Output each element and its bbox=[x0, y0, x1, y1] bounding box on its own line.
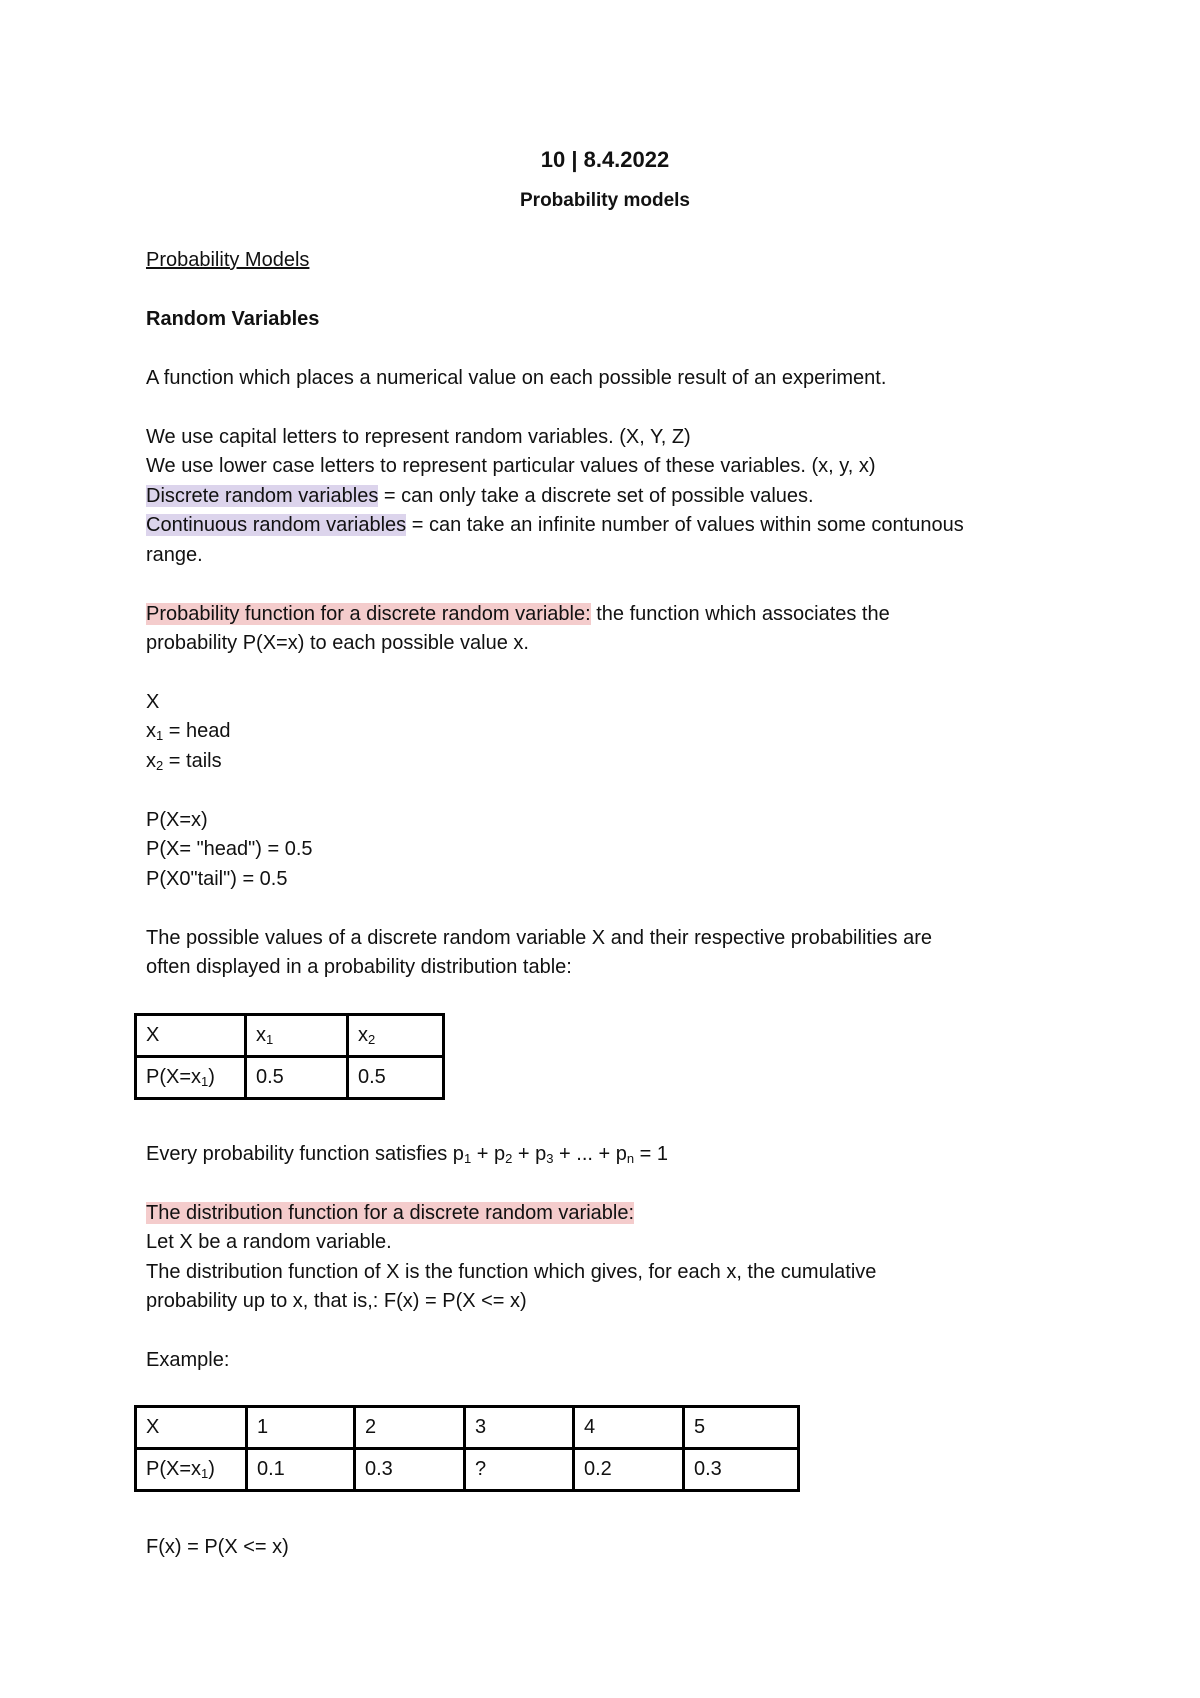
example-label: Example: bbox=[146, 1349, 230, 1371]
continuous-term-highlight: Continuous random variables bbox=[146, 514, 407, 536]
cell-subscript: 1 bbox=[266, 1032, 274, 1047]
table-cell bbox=[348, 1015, 444, 1057]
prob-tail: P(X0"tail") = 0.5 bbox=[146, 868, 288, 890]
sum-text: + p bbox=[512, 1143, 547, 1165]
sum-subscript: 2 bbox=[505, 1151, 513, 1166]
distribution-table-example bbox=[134, 1405, 800, 1492]
prob-generic: P(X=x) bbox=[146, 809, 208, 831]
table-intro-line-2: often displayed in a probability distribution table: bbox=[146, 956, 572, 978]
cell-subscript: 1 bbox=[201, 1466, 209, 1481]
cell-text: x bbox=[358, 1024, 368, 1046]
table-row bbox=[136, 1449, 799, 1491]
outcome-subscript: 1 bbox=[156, 728, 164, 743]
definition-text: A function which places a numerical value on each possible result of an experiment. bbox=[146, 367, 887, 389]
outcome-subscript: 2 bbox=[156, 758, 164, 773]
cell-text: x bbox=[256, 1024, 266, 1046]
table-cell bbox=[246, 1015, 348, 1057]
cell-subscript: 1 bbox=[201, 1074, 209, 1089]
sum-rule bbox=[146, 1142, 668, 1166]
table-cell: 0.2 bbox=[574, 1449, 684, 1491]
continuous-definition-cont: range. bbox=[146, 544, 203, 566]
sum-subscript: 3 bbox=[546, 1151, 554, 1166]
table-cell: 0.1 bbox=[247, 1449, 355, 1491]
prob-head: P(X= "head") = 0.5 bbox=[146, 838, 313, 860]
sum-text: + ... + p bbox=[553, 1143, 627, 1165]
table-cell: 2 bbox=[355, 1407, 465, 1449]
dist-function-heading bbox=[146, 1201, 634, 1225]
table-cell: ? bbox=[465, 1449, 574, 1491]
sum-text: + p bbox=[471, 1143, 506, 1165]
dist-function-line-3: probability up to x, that is,: F(x) = P(X <= x) bbox=[146, 1290, 527, 1312]
outcome-symbol: x bbox=[146, 750, 156, 772]
coin-outcome-2 bbox=[146, 749, 222, 773]
table-cell: 0.5 bbox=[246, 1057, 348, 1099]
prob-function-term-highlight: Probability function for a discrete random variable: bbox=[146, 603, 591, 625]
distribution-table-coin bbox=[134, 1013, 445, 1100]
prob-function-cont: probability P(X=x) to each possible value x. bbox=[146, 632, 529, 654]
table-intro-line-1: The possible values of a discrete random variable X and their respective probabilities are bbox=[146, 927, 932, 949]
table-cell: 0.3 bbox=[355, 1449, 465, 1491]
notation-lower: We use lower case letters to represent particular values of these variables. (x, y, x) bbox=[146, 455, 876, 477]
continuous-definition-rest: = can take an infinite number of values within some contunous bbox=[406, 514, 964, 536]
section-heading: Probability Models bbox=[146, 249, 310, 271]
cell-text: X bbox=[146, 1024, 160, 1046]
table-cell: 0.5 bbox=[348, 1057, 444, 1099]
cell-text: P(X=x bbox=[146, 1066, 202, 1088]
table-cell: 4 bbox=[574, 1407, 684, 1449]
table-cell bbox=[136, 1449, 247, 1491]
outcome-symbol: x bbox=[146, 720, 156, 742]
final-formula: F(x) = P(X <= x) bbox=[146, 1536, 289, 1558]
outcome-value: = tails bbox=[163, 750, 222, 772]
page-subtitle: Probability models bbox=[520, 190, 690, 211]
table-cell: 5 bbox=[684, 1407, 799, 1449]
table-cell: 3 bbox=[465, 1407, 574, 1449]
coin-variable: X bbox=[146, 691, 160, 713]
discrete-definition-rest: = can only take a discrete set of possible values. bbox=[378, 485, 814, 507]
outcome-value: = head bbox=[163, 720, 231, 742]
table-cell bbox=[136, 1057, 246, 1099]
cell-subscript: 2 bbox=[368, 1032, 376, 1047]
cell-text: P(X=x bbox=[146, 1458, 202, 1480]
table-cell: X bbox=[136, 1407, 247, 1449]
sum-subscript: 1 bbox=[463, 1151, 472, 1166]
dist-function-line-1: Let X be a random variable. bbox=[146, 1231, 392, 1253]
table-row bbox=[136, 1015, 444, 1057]
discrete-definition bbox=[146, 484, 814, 508]
dist-function-line-2: The distribution function of X is the function which gives, for each x, the cumulative bbox=[146, 1261, 877, 1283]
table-cell bbox=[136, 1015, 246, 1057]
cell-text: ) bbox=[208, 1066, 215, 1088]
page-title: 10 | 8.4.2022 bbox=[540, 147, 670, 172]
coin-outcome-1 bbox=[146, 719, 231, 743]
topic-heading: Random Variables bbox=[146, 308, 320, 330]
discrete-term-highlight: Discrete random variables bbox=[146, 485, 379, 507]
prob-function-definition bbox=[146, 602, 890, 626]
dist-function-term-highlight: The distribution function for a discrete random variable: bbox=[146, 1202, 635, 1224]
table-cell: 1 bbox=[247, 1407, 355, 1449]
table-row bbox=[136, 1057, 444, 1099]
sum-subscript: n bbox=[626, 1151, 635, 1166]
table-cell: 0.3 bbox=[684, 1449, 799, 1491]
cell-text: ) bbox=[208, 1458, 215, 1480]
continuous-definition bbox=[146, 513, 964, 537]
notation-capital: We use capital letters to represent random variables. (X, Y, Z) bbox=[146, 426, 691, 448]
prob-function-rest: the function which associates the bbox=[590, 603, 890, 625]
sum-text: Every probability function satisfies p bbox=[146, 1143, 464, 1165]
sum-text: = 1 bbox=[634, 1143, 669, 1165]
table-row bbox=[136, 1407, 799, 1449]
